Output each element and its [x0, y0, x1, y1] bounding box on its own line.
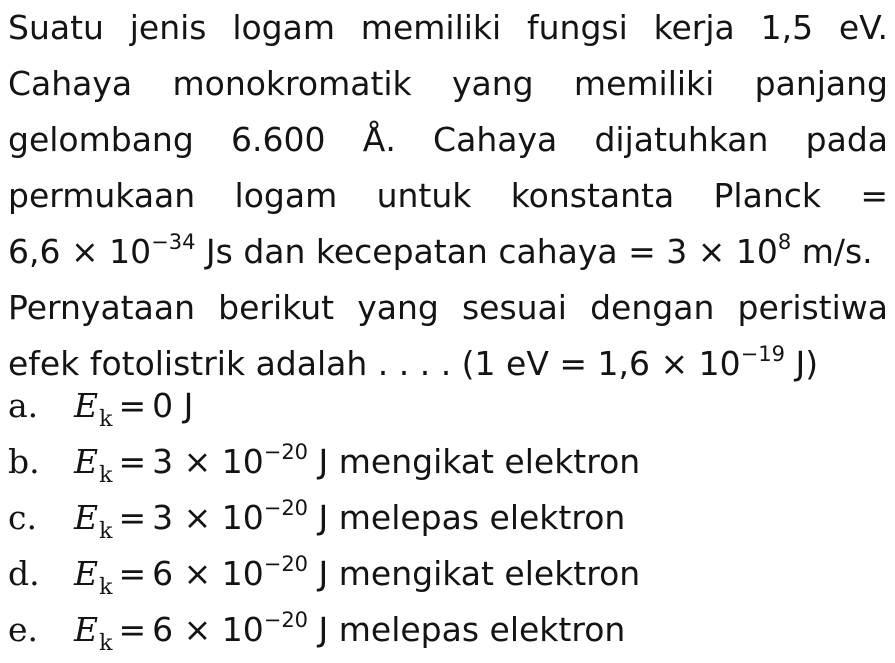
kinetic-energy-symbol: E: [74, 386, 99, 425]
option-body: [74, 546, 640, 607]
option-description: J mengikat elektron: [308, 442, 641, 481]
option-description: J mengikat elektron: [308, 554, 641, 593]
option-description: J melepas elektron: [308, 610, 626, 649]
option-description: J melepas elektron: [308, 498, 626, 537]
kinetic-energy-subscript: k: [99, 631, 113, 656]
question-line-4: permukaan logam untuk konstanta Planck =: [8, 176, 888, 215]
option-letter: b.: [8, 442, 40, 481]
option-letter: e.: [8, 610, 39, 649]
question-line-2: Cahaya monokromatik yang memiliki panjang: [8, 64, 888, 103]
option-exponent: −20: [263, 552, 309, 576]
equals-sign: =: [118, 386, 147, 425]
option-body: [74, 490, 625, 551]
kinetic-energy-subscript: k: [99, 575, 113, 600]
question-line-5: [8, 224, 873, 280]
option-letter: a.: [8, 386, 39, 425]
option-a[interactable]: [8, 378, 888, 434]
question-line-1: Suatu jenis logam memiliki fungsi kerja 1,5 eV.: [8, 8, 888, 47]
option-c[interactable]: [8, 490, 888, 546]
option-value: 0 J: [152, 386, 194, 425]
kinetic-energy-subscript: k: [99, 463, 113, 488]
equals-sign: =: [118, 554, 147, 593]
option-value: 6 × 10: [152, 554, 264, 593]
option-d[interactable]: [8, 546, 888, 602]
kinetic-energy-subscript: k: [99, 407, 113, 432]
option-letter: d.: [8, 554, 40, 593]
option-letter: c.: [8, 498, 37, 537]
option-exponent: −20: [263, 496, 309, 520]
option-body: [74, 378, 193, 439]
option-exponent: −20: [263, 608, 309, 632]
ev-conversion-text: efek fotolistrik adalah . . . . (1 eV = 1,6 × 10: [8, 344, 741, 383]
kinetic-energy-symbol: E: [74, 442, 99, 481]
kinetic-energy-symbol: E: [74, 554, 99, 593]
option-exponent: −20: [263, 440, 309, 464]
option-value: 6 × 10: [152, 610, 264, 649]
kinetic-energy-symbol: E: [74, 498, 99, 537]
kinetic-energy-symbol: E: [74, 610, 99, 649]
option-b[interactable]: [8, 434, 888, 490]
speed-of-light-text: Js dan kecepatan cahaya = 3 × 10: [195, 232, 778, 271]
ev-conversion-unit: J): [784, 344, 819, 383]
speed-of-light-exponent: 8: [777, 230, 792, 254]
option-body: [74, 602, 625, 663]
option-body: [74, 434, 640, 495]
equals-sign: =: [118, 610, 147, 649]
option-value: 3 × 10: [152, 498, 264, 537]
option-value: 3 × 10: [152, 442, 264, 481]
equals-sign: =: [118, 498, 147, 537]
speed-unit: m/s.: [791, 232, 873, 271]
equals-sign: =: [118, 442, 147, 481]
planck-constant-base: 6,6 × 10: [8, 232, 152, 271]
planck-constant-exponent: −34: [151, 230, 196, 254]
question-line-6: Pernyataan berikut yang sesuai dengan peristiwa: [8, 288, 888, 327]
ev-conversion-exponent: −19: [740, 342, 785, 366]
question-line-3: gelombang 6.600 Å. Cahaya dijatuhkan pada: [8, 120, 888, 159]
kinetic-energy-subscript: k: [99, 519, 113, 544]
option-e[interactable]: [8, 602, 888, 658]
